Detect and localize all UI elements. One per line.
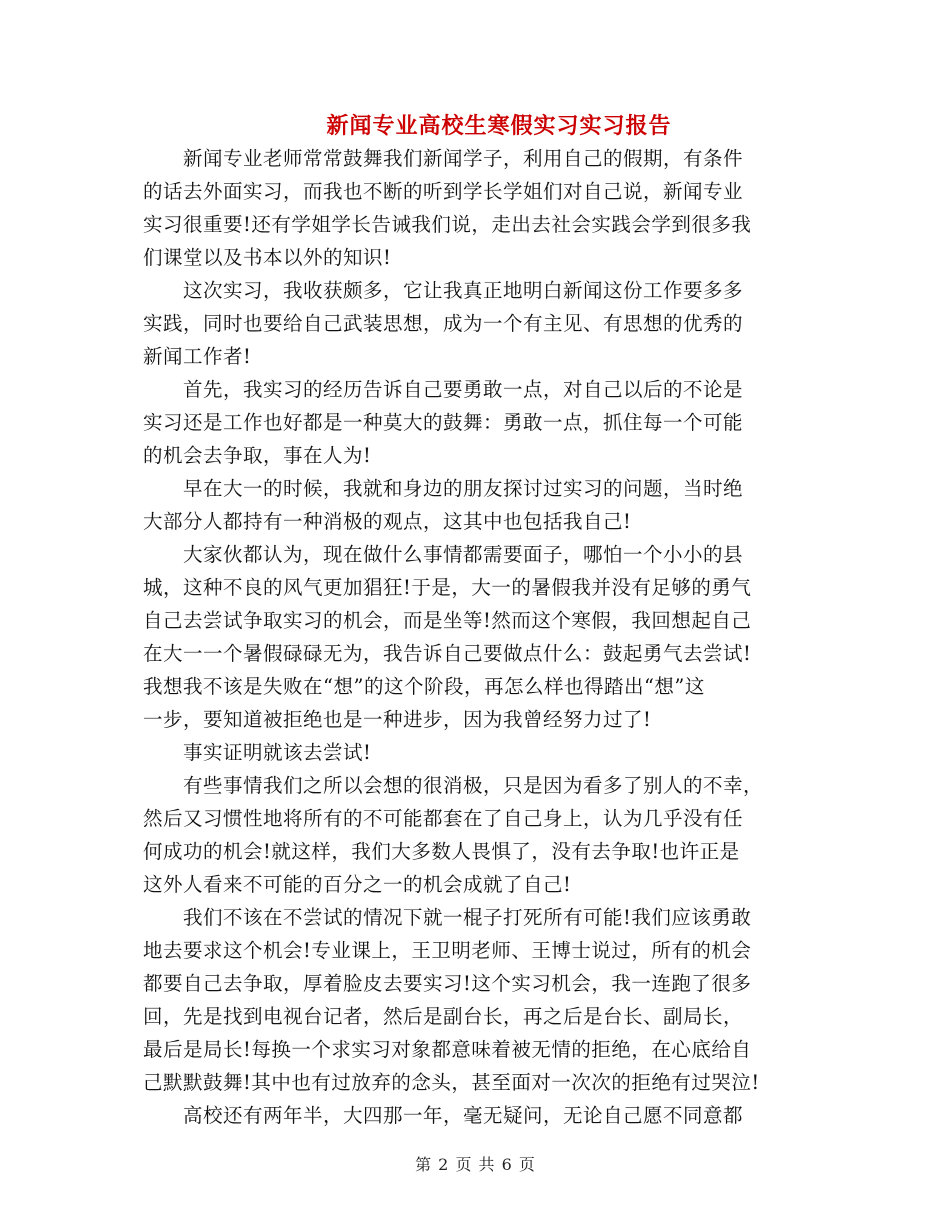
body-line: 这次实习，我收获颇多，它让我真正地明白新闻这份工作要多多: [143, 279, 744, 302]
body-line: 在大一一个暑假碌碌无为，我告诉自己要做点什么：鼓起勇气去尝试!: [143, 642, 752, 665]
body-line: 这外人看来不可能的百分之一的机会成就了自己!: [143, 873, 572, 896]
body-line: 的话去外面实习，而我也不断的听到学长学姐们对自己说，新闻专业: [143, 180, 744, 203]
body-line: 最后是局长!每换一个求实习对象都意味着被无情的拒绝，在心底给自: [143, 1038, 752, 1061]
body-line: 我们不该在不尝试的情况下就一棍子打死所有可能!我们应该勇敢: [143, 906, 752, 929]
document-body: [143, 142, 803, 1132]
page-number-footer: 第 2 页 共 6 页: [415, 1155, 535, 1174]
body-line: 实习还是工作也好都是一种莫大的鼓舞：勇敢一点，抓住每一个可能: [143, 411, 744, 434]
body-line: 事实证明就该去尝试!: [143, 741, 372, 764]
body-line: 高校还有两年半，大四那一年，毫无疑问，无论自己愿不同意都: [143, 1104, 744, 1127]
body-line: 有些事情我们之所以会想的很消极，只是因为看多了别人的不幸，: [143, 774, 764, 797]
body-line: 何成功的机会!就这样，我们大多数人畏惧了，没有去争取!也许正是: [143, 840, 740, 863]
body-line: 新闻工作者!: [143, 345, 252, 368]
body-line: 实践，同时也要给自己武装思想，成为一个有主见、有思想的优秀的: [143, 312, 744, 335]
body-line: 实习很重要!还有学姐学长告诫我们说，走出去社会实践会学到很多我: [143, 213, 752, 236]
document-title: 新闻专业高校生寒假实习实习报告: [326, 113, 672, 139]
body-line: 新闻专业老师常常鼓舞我们新闻学子，利用自己的假期，有条件: [143, 147, 744, 170]
body-line: 己默默鼓舞!其中也有过放弃的念头，甚至面对一次次的拒绝有过哭泣!: [143, 1071, 760, 1094]
body-line: 一步，要知道被拒绝也是一种进步，因为我曾经努力过了!: [143, 708, 652, 731]
body-line: 都要自己去争取，厚着脸皮去要实习!这个实习机会，我一连跑了很多: [143, 972, 752, 995]
body-line: 回，先是找到电视台记者，然后是副台长，再之后是台长、副局长，: [143, 1005, 744, 1028]
body-line: 们课堂以及书本以外的知识!: [143, 246, 392, 269]
body-line: 大部分人都持有一种消极的观点，这其中也包括我自己!: [143, 510, 632, 533]
body-line: 地去要求这个机会!专业课上，王卫明老师、王博士说过，所有的机会: [143, 939, 752, 962]
body-line: 大家伙都认为，现在做什么事情都需要面子，哪怕一个小小的县: [143, 543, 744, 566]
body-line: 的机会去争取，事在人为!: [143, 444, 372, 467]
body-line: 然后又习惯性地将所有的不可能都套在了自己身上，认为几乎没有任: [143, 807, 744, 830]
body-line: 自己去尝试争取实习的机会，而是坐等!然而这个寒假，我回想起自己: [143, 609, 752, 632]
body-line: 我想我不该是失败在“想”的这个阶段，再怎么样也得踏出“想”这: [143, 675, 705, 698]
body-line: 城，这种不良的风气更加猖狂!于是，大一的暑假我并没有足够的勇气: [143, 576, 752, 599]
body-line: 早在大一的时候，我就和身边的朋友探讨过实习的问题，当时绝: [143, 477, 744, 500]
body-line: 首先，我实习的经历告诉自己要勇敢一点，对自己以后的不论是: [143, 378, 744, 401]
